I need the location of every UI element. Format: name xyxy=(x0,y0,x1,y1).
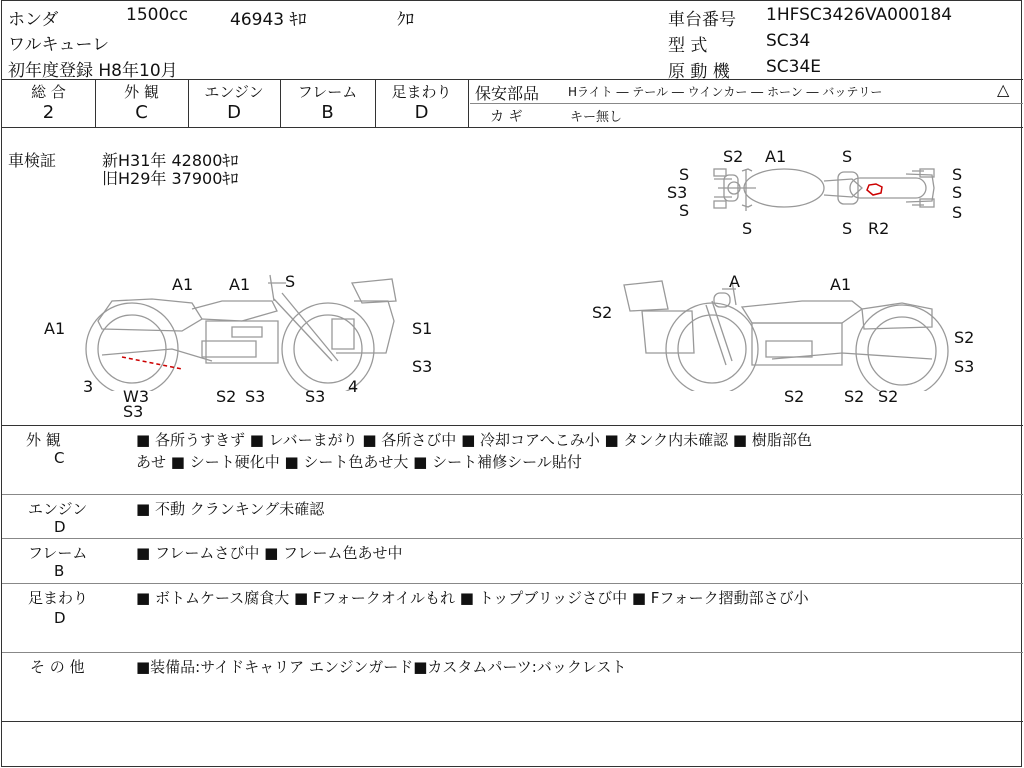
note-line: あせ ■ シート硬化中 ■ シート色あせ大 ■ シート補修シール貼付 xyxy=(136,453,582,471)
label-s: S xyxy=(952,165,963,184)
label-s2: S2 xyxy=(954,328,975,347)
label-s: S xyxy=(285,272,296,291)
note-line: ■ 各所うすきず ■ レバーまがり ■ 各所さび中 ■ 冷却コアへこみ小 ■ タンク内未確認 ■ 樹脂部色 xyxy=(136,431,812,449)
label-4: 4 xyxy=(348,377,359,396)
note-line: ■装備品:サイドキャリア エンジンガード■カスタムパーツ:バックレスト xyxy=(136,658,627,676)
frame-number: 1HFSC3426VA000184 xyxy=(766,5,953,25)
divider xyxy=(2,494,1023,495)
divider xyxy=(2,127,1023,128)
divider xyxy=(2,721,1023,722)
divider xyxy=(2,583,1023,584)
divider xyxy=(470,103,1023,104)
label-s3: S3 xyxy=(954,357,975,376)
divider xyxy=(2,79,1023,80)
label-s: S xyxy=(842,219,853,238)
type-label: 型 式 xyxy=(668,36,708,56)
label-s1: S1 xyxy=(412,319,433,338)
note-label: フレーム xyxy=(28,544,88,562)
label-s2: S2 xyxy=(844,387,865,406)
label-s3: S3 xyxy=(123,402,144,421)
label-a1: A1 xyxy=(44,319,66,338)
label-r2: R2 xyxy=(868,219,890,238)
note-grade: D xyxy=(54,518,66,536)
label-s3: S3 xyxy=(667,183,688,202)
note-line: ■ ボトムケース腐食大 ■ Fフォークオイルもれ ■ トップブリッジさび中 ■ Fフォーク摺動部さび小 xyxy=(136,589,809,607)
note-label: エンジン xyxy=(28,500,88,518)
engine-label: 原 動 機 xyxy=(668,62,730,82)
type-value: SC34 xyxy=(766,31,811,51)
grade-exterior: C xyxy=(135,102,148,123)
label-s: S xyxy=(952,183,963,202)
model-name: ワルキューレ xyxy=(8,35,110,55)
grade-header-frame: フレーム xyxy=(297,83,358,101)
label-s: S xyxy=(679,165,690,184)
key-value: キー無し xyxy=(570,110,623,125)
inspection-old: 旧H29年 37900ｷﾛ xyxy=(102,169,239,188)
label-s: S xyxy=(842,147,853,166)
displacement: 1500cc xyxy=(126,5,188,25)
grade-suspension: D xyxy=(414,102,429,123)
grade-header-suspension: 足まわり xyxy=(391,83,452,101)
note-line: ■ フレームさび中 ■ フレーム色あせ中 xyxy=(136,544,403,562)
label-s2: S2 xyxy=(723,147,744,166)
maker: ホンダ xyxy=(8,10,59,30)
mileage: 46943 ｷﾛ xyxy=(230,10,307,30)
label-a1: A1 xyxy=(830,275,852,294)
inspection-new: 新H31年 42800ｷﾛ xyxy=(102,151,239,170)
divider xyxy=(2,652,1023,653)
label-s2: S2 xyxy=(592,303,613,322)
grade-header-exterior: 外 観 xyxy=(124,83,159,101)
first-registration: 初年度登録 H8年10月 xyxy=(8,61,178,81)
label-a1: A1 xyxy=(229,275,251,294)
label-s2: S2 xyxy=(216,387,237,406)
label-w3: W3 xyxy=(123,387,149,406)
label-s: S xyxy=(742,219,753,238)
inspection-label: 車検証 xyxy=(8,151,57,170)
grade-header-overall: 総 合 xyxy=(31,83,66,101)
color: ｸﾛ xyxy=(397,10,414,30)
key-label: カ ギ xyxy=(490,109,523,125)
grade-engine: D xyxy=(227,102,241,123)
note-line: ■ 不動 クランキング未確認 xyxy=(136,500,325,518)
note-grade: D xyxy=(54,609,66,627)
divider xyxy=(468,79,469,127)
note-label: そ の 他 xyxy=(30,658,85,676)
divider xyxy=(2,538,1023,539)
engine-value: SC34E xyxy=(766,57,822,77)
note-label: 外 観 xyxy=(26,431,61,449)
grade-frame: B xyxy=(321,102,334,123)
top-view-diagram xyxy=(662,141,982,241)
label-s: S xyxy=(679,201,690,220)
label-a1: A1 xyxy=(765,147,787,166)
right-side-diagram xyxy=(602,261,962,391)
note-label: 足まわり xyxy=(28,589,89,607)
label-a1: A1 xyxy=(172,275,194,294)
divider xyxy=(2,425,1023,426)
frame-number-label: 車台番号 xyxy=(668,10,736,30)
label-3: 3 xyxy=(83,377,94,396)
label-s2: S2 xyxy=(784,387,805,406)
safety-items: Hライト ― テール ― ウインカー ― ホーン ― バッテリー xyxy=(568,85,883,99)
label-s: S xyxy=(952,203,963,222)
left-side-diagram xyxy=(42,261,462,391)
grade-overall: 2 xyxy=(42,102,55,123)
inspection-sheet xyxy=(1,0,1022,767)
label-s3: S3 xyxy=(412,357,433,376)
safety-label: 保安部品 xyxy=(475,84,540,103)
note-grade: B xyxy=(54,562,65,580)
label-s3: S3 xyxy=(305,387,326,406)
triangle-icon: △ xyxy=(997,80,1010,99)
grade-header-engine: エンジン xyxy=(204,83,264,101)
label-s3: S3 xyxy=(245,387,266,406)
note-grade: C xyxy=(54,449,65,467)
label-a: A xyxy=(729,272,740,291)
label-s2: S2 xyxy=(878,387,899,406)
